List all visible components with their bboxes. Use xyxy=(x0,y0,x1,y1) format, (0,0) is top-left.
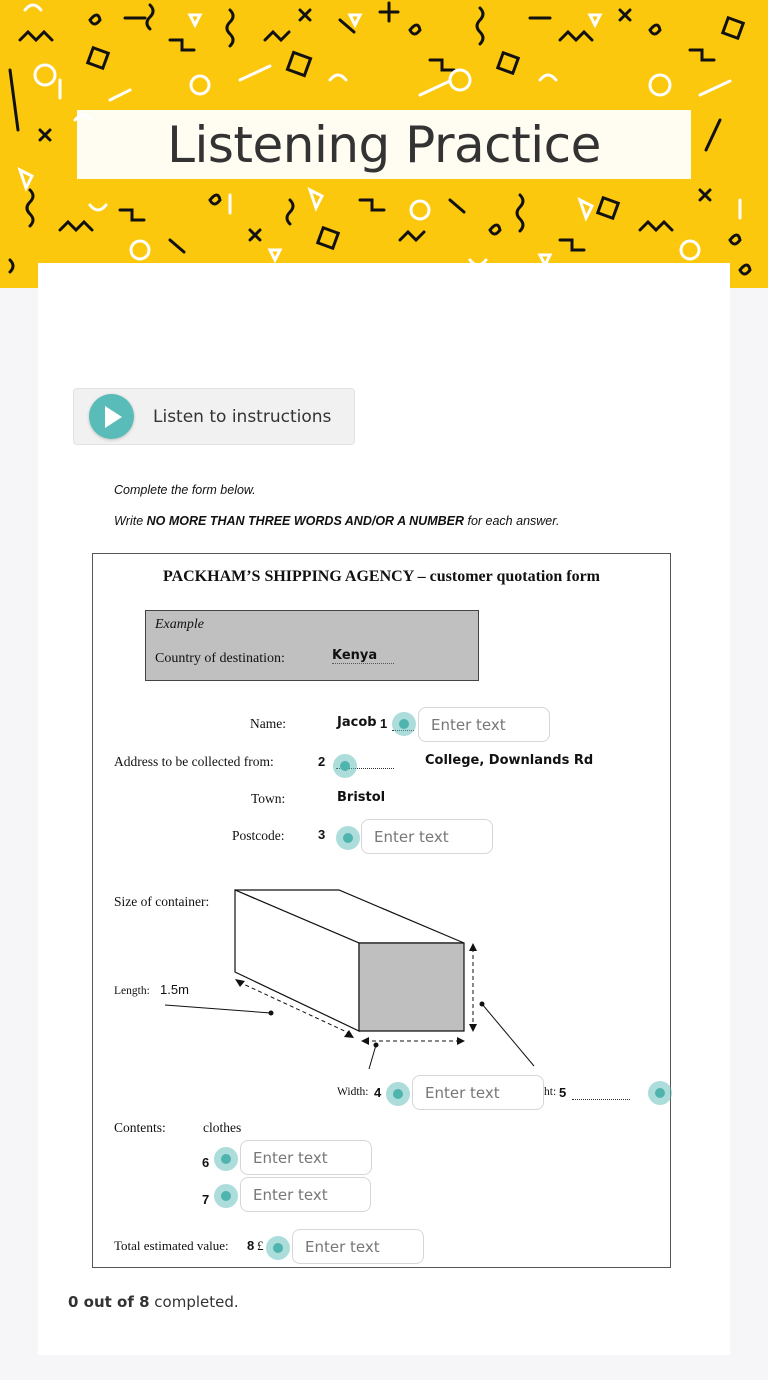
size-label: Size of container: xyxy=(114,894,210,909)
town-value: Bristol xyxy=(337,790,386,805)
height-label: ht: xyxy=(544,1086,557,1098)
name-prefix: Jacob xyxy=(337,715,377,730)
example-field-label: Country of destination: xyxy=(155,651,285,666)
q3-number: 3 xyxy=(318,827,326,842)
q4-hotspot[interactable] xyxy=(386,1082,410,1106)
contents-value: clothes xyxy=(203,1120,242,1135)
q8-answer-input[interactable] xyxy=(292,1229,424,1264)
name-label: Name: xyxy=(250,716,286,731)
instruction-bold: NO MORE THAN THREE WORDS AND/OR A NUMBER xyxy=(146,514,464,528)
postcode-label: Postcode: xyxy=(232,828,285,843)
q6-hotspot[interactable] xyxy=(214,1147,238,1171)
q6-number: 6 xyxy=(202,1155,210,1170)
example-label: Example xyxy=(155,617,204,632)
q2-number: 2 xyxy=(318,754,326,769)
length-value: 1.5m xyxy=(160,982,189,997)
contents-label: Contents: xyxy=(114,1120,166,1135)
total-label: Total estimated value: xyxy=(114,1238,229,1253)
worksheet-card xyxy=(38,263,730,1355)
q5-number: 5 xyxy=(559,1085,567,1100)
q1-number: 1 xyxy=(380,716,388,731)
instruction-line-2 xyxy=(114,514,559,528)
listen-label: Listen to instructions xyxy=(153,406,332,427)
title-box xyxy=(77,110,691,179)
header-banner xyxy=(0,0,768,288)
q7-number: 7 xyxy=(202,1192,210,1207)
q4-answer-input[interactable] xyxy=(412,1075,544,1110)
progress-count: 0 out of 8 xyxy=(68,1293,150,1311)
q5-dots xyxy=(572,1099,630,1100)
q8-number: 8 xyxy=(247,1238,255,1253)
q8-hotspot[interactable] xyxy=(266,1236,290,1260)
progress-status xyxy=(68,1293,239,1311)
quotation-form xyxy=(92,553,671,1268)
address-suffix: College, Downlands Rd xyxy=(425,753,594,768)
q7-hotspot[interactable] xyxy=(214,1184,238,1208)
currency-symbol: £ xyxy=(257,1238,264,1253)
instruction-prefix: Write xyxy=(114,514,147,528)
length-label: Length: xyxy=(114,985,150,997)
progress-suffix: completed. xyxy=(149,1293,239,1311)
form-title: PACKHAM’S SHIPPING AGENCY – customer quotation form xyxy=(162,568,601,585)
instruction-line-1: Complete the form below. xyxy=(114,483,256,497)
address-label: Address to be collected from: xyxy=(114,754,274,769)
worksheet xyxy=(38,263,730,1355)
town-label: Town: xyxy=(251,791,286,806)
q7-answer-input[interactable] xyxy=(240,1177,371,1212)
q4-number: 4 xyxy=(374,1085,382,1100)
example-answer: Kenya xyxy=(332,648,378,663)
instruction-suffix: for each answer. xyxy=(464,514,560,528)
container-diagram xyxy=(93,554,672,1269)
q6-answer-input[interactable] xyxy=(240,1140,372,1175)
width-label: Width: xyxy=(337,1086,369,1098)
q5-hotspot[interactable] xyxy=(648,1081,672,1105)
page-title: Listening Practice xyxy=(167,115,601,174)
